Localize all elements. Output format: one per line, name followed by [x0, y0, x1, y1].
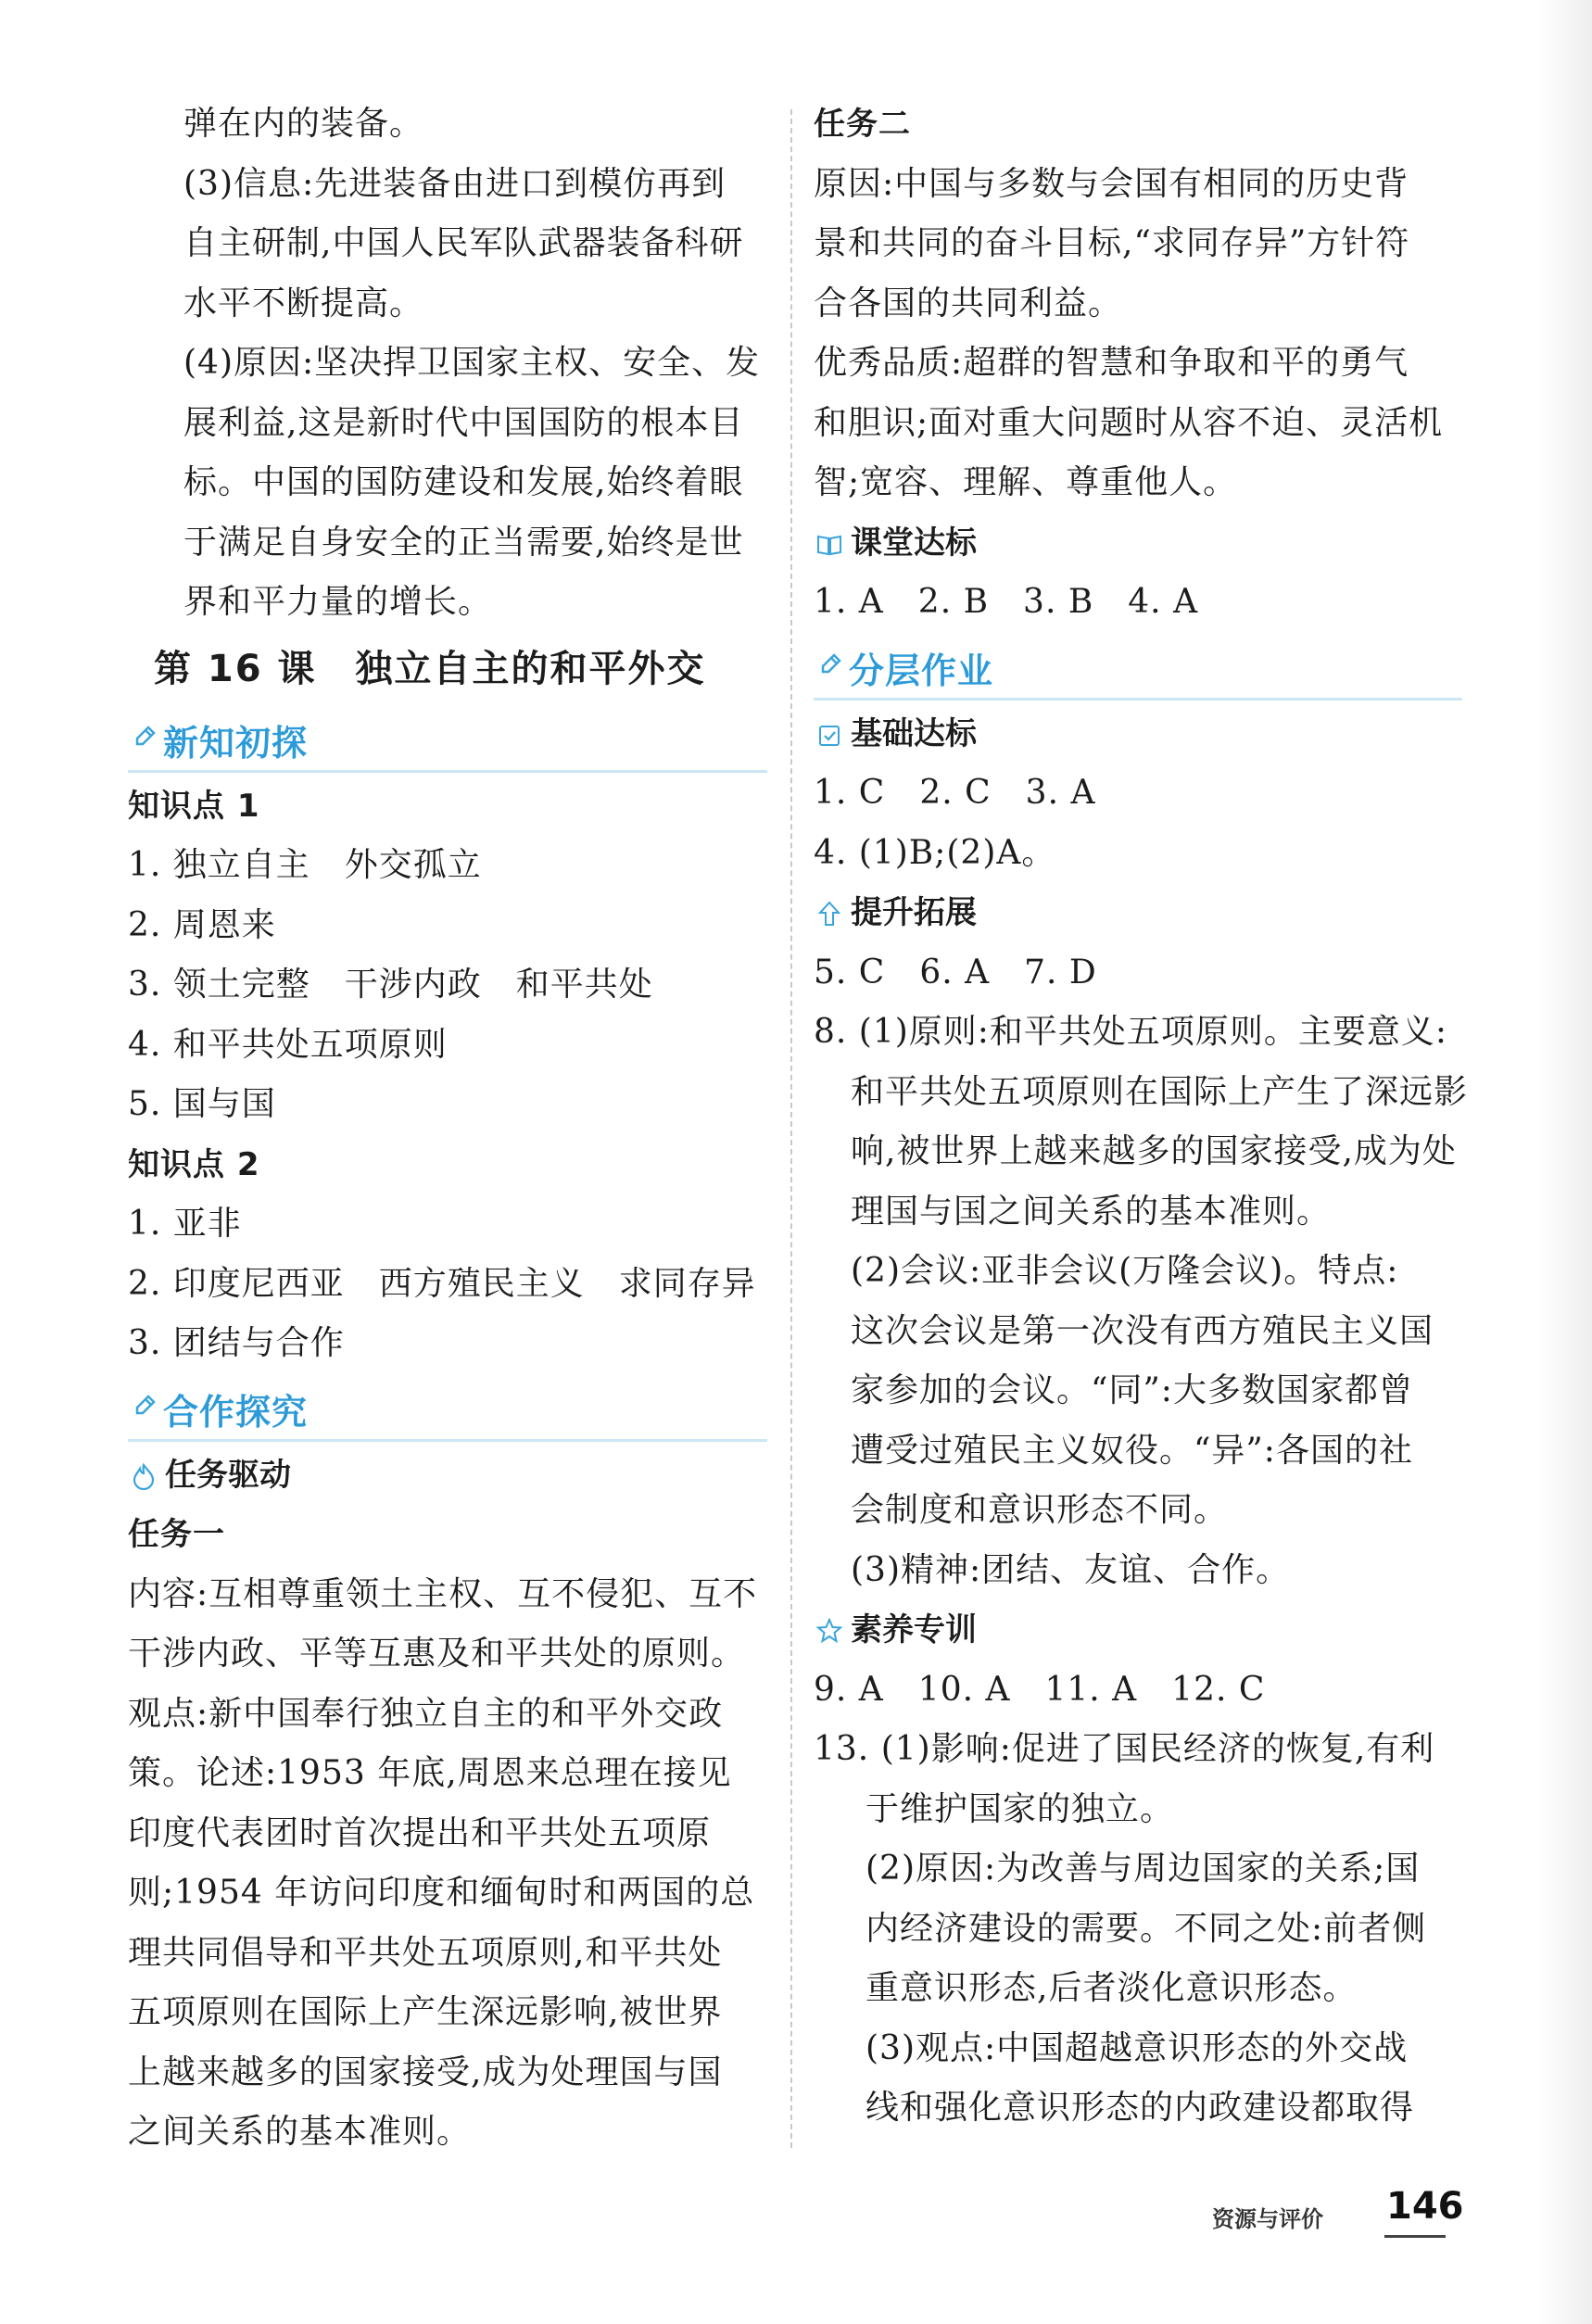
carry-line: 于满足自身安全的正当需要,始终是世 — [183, 523, 744, 562]
carry-line: 标。中国的国防建设和发展,始终着眼 — [183, 463, 744, 501]
list-item: 1. 独立自主 外交孤立 — [128, 846, 482, 884]
carry-line: (4)原因:坚决捍卫国家主权、安全、发 — [183, 344, 761, 382]
carry-line: 自主研制,中国人民军队武器装备科研 — [183, 224, 744, 262]
right-column — [814, 95, 1469, 2139]
task-title: 任务二 — [814, 106, 911, 143]
subheading-improve — [814, 883, 1462, 943]
carry-line: 弹在内的装备。 — [183, 105, 424, 143]
paragraph-line: 响,被世界上越来越多的国家接受,成为处 — [851, 1132, 1457, 1170]
paragraph-line: 家参加的会议。“同”:大多数国家都曾 — [851, 1371, 1413, 1409]
knowledge-point-title: 知识点 1 — [128, 787, 260, 825]
answer-line: 1. C 2. C 3. A — [814, 774, 1096, 812]
paragraph-line: 景和共同的奋斗目标,“求同存异”方针符 — [814, 224, 1410, 262]
answer-line: 1. A 2. B 3. B 4. A — [814, 583, 1199, 621]
lesson-title: 第 16 课 独立自主的和平外交 — [154, 647, 706, 690]
answer-line: 5. C 6. A 7. D — [814, 953, 1097, 991]
list-item: 5. 国与国 — [128, 1085, 276, 1123]
footer-label: 资源与评价 — [1212, 2206, 1323, 2232]
subheading-title: 提升拓展 — [851, 894, 977, 931]
page-number: 146 — [1386, 2185, 1464, 2228]
paragraph-line: 内经济建设的需要。不同之处:前者侧 — [865, 1909, 1427, 1948]
answer-line: 4. (1)B;(2)A。 — [814, 833, 1056, 872]
paragraph-line: (3)观点:中国超越意识形态的外交战 — [865, 2028, 1409, 2067]
paragraph-line: 干涉内政、平等互惠及和平共处的原则。 — [128, 1635, 746, 1673]
section-heading-new-knowledge — [128, 705, 767, 773]
paragraph-line: 策。论述:1953 年底,周恩来总理在接见 — [128, 1754, 732, 1792]
paragraph-line: (3)精神:团结、友谊、合作。 — [851, 1550, 1291, 1589]
paragraph-line: 理国与国之间关系的基本准则。 — [851, 1192, 1332, 1231]
book-icon — [815, 530, 843, 558]
paragraph-line: 和平共处五项原则在国际上产生了深远影 — [851, 1072, 1469, 1111]
page-edge-shadow — [1538, 0, 1592, 2324]
paragraph-line: 线和强化意识形态的内政建设都取得 — [865, 2089, 1415, 2127]
paragraph-line: 则;1954 年访问印度和缅甸时和两国的总 — [128, 1874, 755, 1912]
column-divider — [790, 109, 792, 2148]
check-clipboard-icon — [815, 721, 843, 749]
subheading-title: 基础达标 — [851, 714, 977, 752]
subheading-task-drive — [128, 1446, 767, 1506]
carry-line: 水平不断提高。 — [183, 284, 424, 322]
answer-line: 8. (1)原则:和平共处五项原则。主要意义: — [814, 1013, 1448, 1051]
paragraph-line: 和胆识;面对重大问题时从容不迫、灵活机 — [814, 403, 1444, 442]
list-item: 3. 团结与合作 — [128, 1324, 345, 1362]
paragraph-line: 合各国的共同利益。 — [814, 284, 1123, 322]
list-item: 2. 印度尼西亚 西方殖民主义 求同存异 — [128, 1264, 756, 1303]
flame-icon — [130, 1462, 158, 1490]
carry-line: 界和平力量的增长。 — [183, 583, 493, 621]
carry-line: 展利益,这是新时代中国国防的根本目 — [183, 403, 744, 442]
paragraph-line: 会制度和意识形态不同。 — [851, 1491, 1229, 1529]
pen-icon — [133, 1393, 158, 1417]
pen-icon — [133, 724, 158, 748]
paragraph-line: 印度代表团时首次提出和平共处五项原 — [128, 1813, 712, 1852]
section-heading-homework — [814, 633, 1462, 701]
paragraph-line: 重意识形态,后者淡化意识形态。 — [865, 1969, 1358, 2007]
paragraph-line: (2)原因:为改善与周边国家的关系;国 — [865, 1850, 1421, 1888]
arrow-up-icon — [815, 900, 843, 928]
section-title: 分层作业 — [849, 650, 994, 691]
paragraph-line: 之间关系的基本准则。 — [128, 2113, 472, 2151]
paragraph-line: 五项原则在国际上产生深远影响,被世界 — [128, 1993, 723, 2031]
list-item: 2. 周恩来 — [128, 905, 276, 944]
subheading-title: 任务驱动 — [165, 1456, 291, 1494]
paragraph-line: 这次会议是第一次没有西方殖民主义国 — [851, 1311, 1434, 1350]
subheading-title: 课堂达标 — [851, 524, 977, 562]
left-column — [128, 95, 767, 2163]
subheading-classroom — [814, 513, 1462, 574]
pen-icon — [819, 651, 843, 676]
list-item: 3. 领土完整 干涉内政 和平共处 — [128, 966, 653, 1004]
star-icon — [815, 1617, 843, 1645]
paragraph-line: 原因:中国与多数与会国有相同的历史背 — [814, 164, 1409, 203]
subheading-title: 素养专训 — [851, 1611, 977, 1648]
section-heading-cooperation — [128, 1374, 767, 1442]
answer-line: 9. A 10. A 11. A 12. C — [814, 1670, 1266, 1709]
subheading-basic — [814, 704, 1462, 764]
section-title: 合作探究 — [163, 1391, 309, 1433]
subheading-literacy — [814, 1600, 1462, 1661]
paragraph-line: 智;宽容、理解、尊重他人。 — [814, 463, 1238, 501]
knowledge-point-title: 知识点 2 — [128, 1145, 260, 1183]
paragraph-line: 上越来越多的国家接受,成为处理国与国 — [128, 2052, 723, 2091]
paragraph-line: (2)会议:亚非会议(万隆会议)。特点: — [851, 1252, 1399, 1290]
list-item: 4. 和平共处五项原则 — [128, 1025, 448, 1064]
answer-line: 13. (1)影响:促进了国民经济的恢复,有利 — [814, 1730, 1435, 1768]
paragraph-line: 优秀品质:超群的智慧和争取和平的勇气 — [814, 344, 1409, 382]
paragraph-line: 内容:互相尊重领土主权、互不侵犯、互不 — [128, 1574, 758, 1613]
paragraph-line: 于维护国家的独立。 — [865, 1789, 1175, 1828]
paragraph-line: 遭受过殖民主义奴役。“异”:各国的社 — [851, 1431, 1413, 1470]
task-title: 任务一 — [128, 1516, 225, 1553]
section-title: 新知初探 — [163, 722, 309, 764]
carry-line: (3)信息:先进装备由进口到模仿再到 — [183, 164, 727, 203]
paragraph-line: 观点:新中国奉行独立自主的和平外交政 — [128, 1694, 724, 1733]
page-number-underline — [1384, 2235, 1446, 2238]
list-item: 1. 亚非 — [128, 1205, 242, 1243]
paragraph-line: 理共同倡导和平共处五项原则,和平共处 — [128, 1933, 723, 1972]
